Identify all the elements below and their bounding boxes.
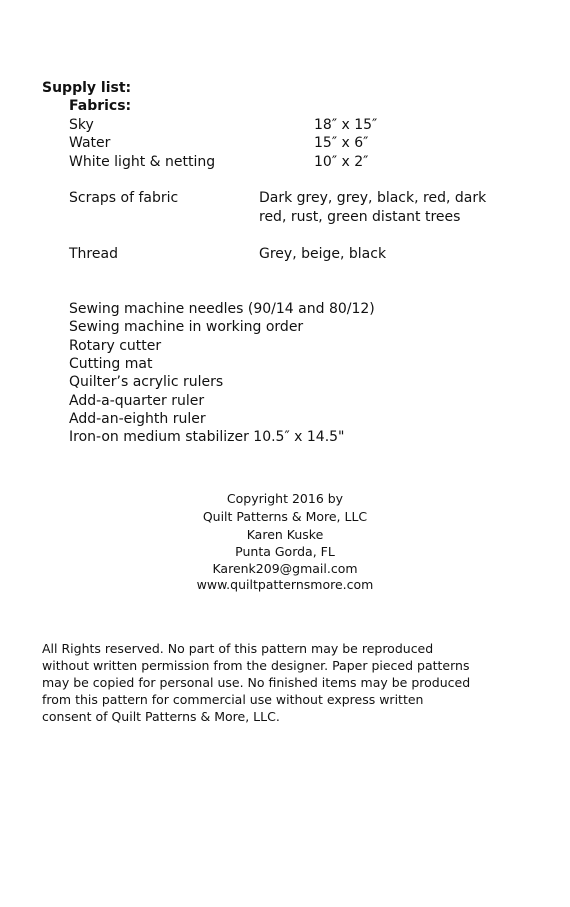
supply-item: Sewing machine in working order	[69, 319, 304, 335]
supply-item: Cutting mat	[69, 356, 153, 372]
copyright-company: Quilt Patterns & More, LLC	[202, 509, 368, 524]
supply-list-heading: Supply list:	[42, 80, 132, 96]
copyright-author: Karen Kuske	[246, 527, 324, 542]
copyright-line: Copyright 2016 by	[226, 491, 344, 506]
supply-item: Rotary cutter	[69, 338, 162, 354]
supply-item: Quilter’s acrylic rulers	[69, 374, 224, 390]
legal-line: may be copied for personal use. No finished items may be produced	[42, 675, 471, 690]
legal-line: from this pattern for commercial use without express written	[42, 692, 424, 707]
scraps-label: Scraps of fabric	[69, 190, 179, 206]
supply-item: Sewing machine needles (90/14 and 80/12)	[69, 301, 375, 317]
fabric-name-sky: Sky	[69, 117, 94, 133]
fabric-name-water: Water	[69, 135, 111, 151]
scraps-desc-line2: red, rust, green distant trees	[259, 209, 461, 225]
copyright-location: Punta Gorda, FL	[235, 544, 335, 559]
thread-label: Thread	[69, 246, 118, 262]
supply-item: Add-a-quarter ruler	[69, 393, 205, 409]
scraps-desc-line1: Dark grey, grey, black, red, dark	[259, 190, 487, 206]
fabric-name-white-light: White light & netting	[69, 154, 216, 170]
legal-line: consent of Quilt Patterns & More, LLC.	[42, 709, 280, 724]
supply-item: Iron-on medium stabilizer 10.5″ x 14.5"	[69, 429, 345, 445]
fabric-size-sky: 18″ x 15″	[314, 117, 378, 133]
copyright-website: www.quiltpatternsmore.com	[196, 577, 374, 592]
legal-line: All Rights reserved. No part of this pattern may be reproduced	[42, 641, 434, 656]
thread-desc: Grey, beige, black	[259, 246, 387, 262]
copyright-email: Karenk209@gmail.com	[212, 561, 358, 576]
legal-line: without written permission from the designer. Paper pieced patterns	[42, 658, 470, 673]
fabrics-heading: Fabrics:	[69, 98, 132, 114]
fabric-size-white-light: 10″ x 2″	[314, 154, 369, 170]
supply-item: Add-an-eighth ruler	[69, 411, 206, 427]
fabric-size-water: 15″ x 6″	[314, 135, 369, 151]
